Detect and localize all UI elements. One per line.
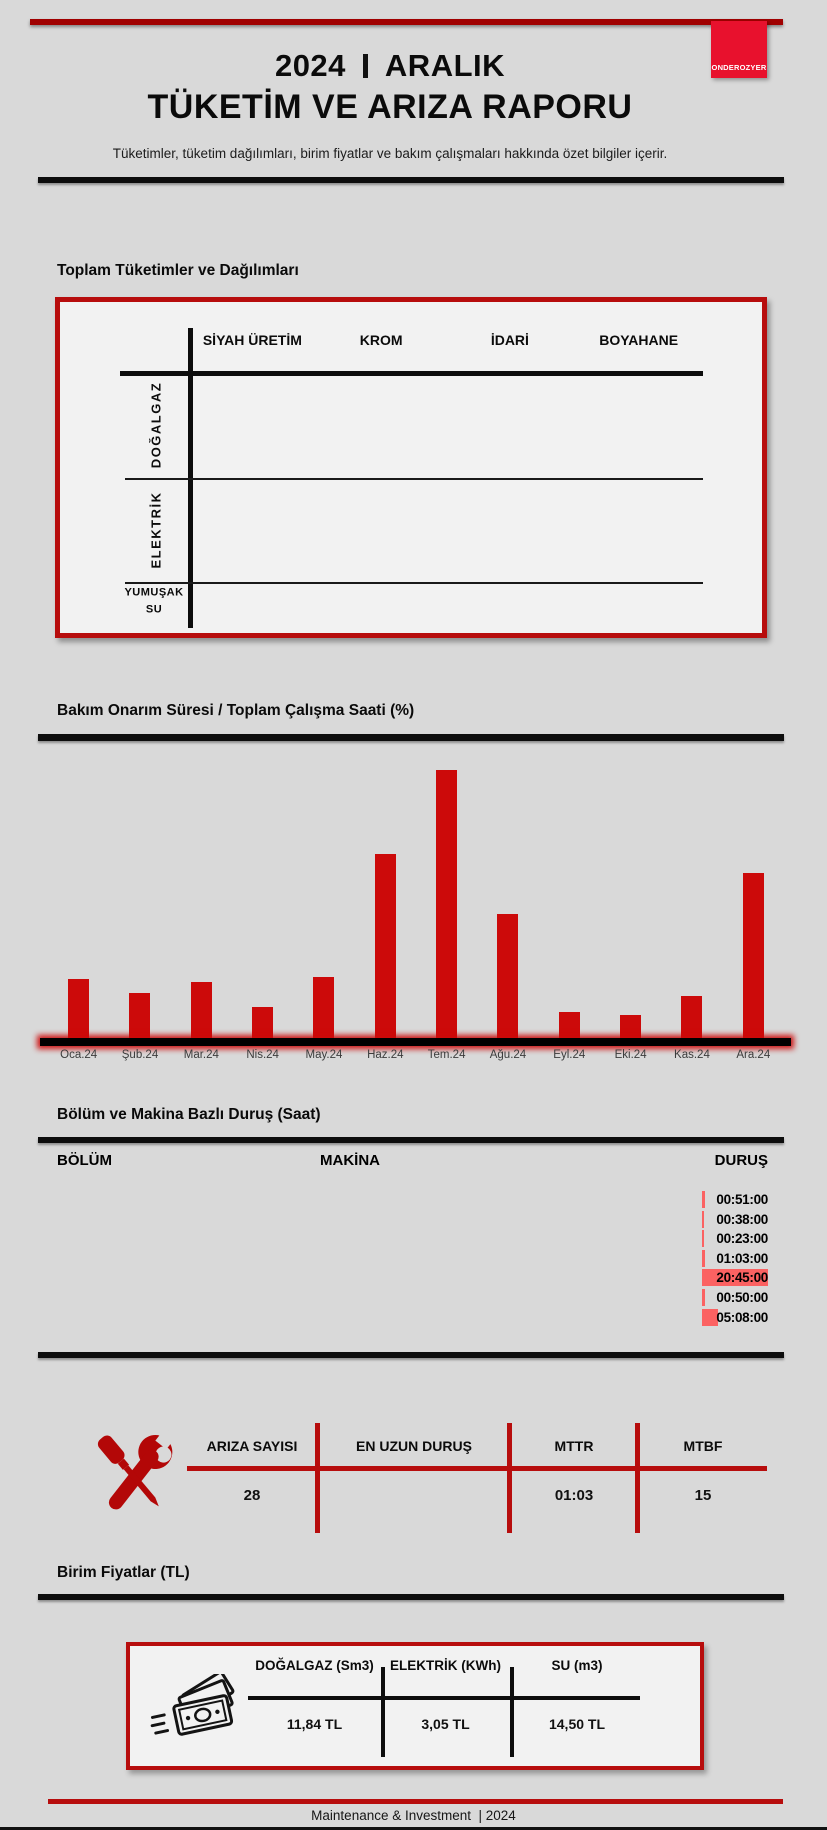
stats-vline-2 [507,1423,512,1533]
price-vline-1 [381,1667,385,1757]
page-subtitle: Tüketimler, tüketim dağılımları, birim fiyatlar ve bakım çalışmaları hakkında özet bilgiler içerir. [112,146,668,161]
price-value-1: 3,05 TL [421,1716,470,1732]
consumption-column-header-1: KROM [359,332,403,348]
downtime-time-3: 01:03:00 [716,1250,768,1266]
price-labels [248,1658,644,1673]
consumption-row-divider-1 [125,478,703,480]
chart-month-label-Ağu.24: Ağu.24 [489,1049,527,1061]
downtime-time-5: 00:50:00 [716,1289,768,1305]
consumption-column-header-3: BOYAHANE [599,332,679,348]
title-month: ARALIK [384,48,506,83]
row-label-dogalgaz: DOĞALGAZ [148,381,164,469]
price-label-1: ELEKTRİK (KWh) [390,1658,501,1673]
prices-heading-divider [38,1594,784,1600]
chart-heading-divider [38,734,784,741]
stat-value-1 [318,1487,510,1504]
report-period-title [0,48,780,84]
price-value-2: 14,50 TL [548,1716,606,1732]
tools-icon [90,1420,180,1535]
stats-values [186,1487,768,1504]
price-label-0: DOĞALGAZ (Sm3) [255,1658,374,1673]
downtime-section-heading: Bölüm ve Makina Bazlı Duruş (Saat) [57,1106,321,1123]
stats-horizontal-line [187,1466,767,1471]
downtime-time-2: 00:23:00 [716,1231,768,1247]
downtime-row-4 [702,1269,768,1286]
chart-baseline [40,1038,791,1046]
chart-bar-slot-Eki.24 [600,758,661,1042]
chart-bar-slot-Nis.24 [232,758,293,1042]
chart-month-label-Oca.24: Oca.24 [60,1049,98,1061]
consumption-column-header-0: SİYAH ÜRETİM [202,332,302,348]
downtime-row-2 [702,1230,768,1247]
stat-label-0: ARIZA SAYISI [206,1438,298,1454]
downtime-column-bolum: BÖLÜM [57,1152,112,1169]
downtime-column-makina: MAKİNA [320,1152,380,1169]
chart-bar-slot-Ağu.24 [477,758,538,1042]
chart-month-label-May.24: May.24 [305,1049,343,1061]
header-divider [38,177,784,183]
downtime-row-1 [702,1211,768,1228]
chart-bar-slot-Oca.24 [48,758,109,1042]
downtime-rows [702,1191,768,1326]
stat-label-2: MTTR [554,1438,594,1454]
price-vline-2 [510,1667,514,1757]
stats-labels [186,1438,768,1454]
downtime-row-6 [702,1309,768,1326]
downtime-column-durus: DURUŞ [714,1152,768,1169]
price-value-0: 11,84 TL [286,1716,343,1732]
chart-bar-Ara.24 [743,873,764,1042]
downtime-row-3 [702,1250,768,1267]
top-accent-line [30,19,783,25]
row-label-yumusak-su: YUMUŞAK SU [124,586,184,615]
maintenance-bar-chart [48,758,784,1042]
downtime-bottom-divider [38,1352,784,1358]
chart-month-label-Eki.24: Eki.24 [614,1049,647,1061]
chart-bar-slot-Kas.24 [661,758,722,1042]
downtime-time-4: 20:45:00 [716,1270,768,1286]
downtime-row-5 [702,1289,768,1306]
chart-bar-slot-Haz.24 [355,758,416,1042]
chart-month-label-Mar.24: Mar.24 [183,1049,219,1061]
unit-prices-box [126,1642,704,1770]
price-label-2: SU (m3) [551,1658,603,1673]
chart-bar-slot-Ara.24 [723,758,784,1042]
footer-text: Maintenance & Investment | 2024 [311,1808,516,1823]
consumption-column-header-2: İDARİ [490,332,529,348]
chart-bar-Ağu.24 [497,914,518,1042]
money-icon [150,1674,242,1742]
chart-month-label-Şub.24: Şub.24 [121,1049,159,1061]
stat-label-3: MTBF [683,1438,723,1454]
chart-month-labels [48,1049,784,1061]
consumption-row-divider-2 [125,582,703,584]
stats-vline-3 [635,1423,640,1533]
chart-bar-May.24 [313,977,334,1042]
downtime-time-0: 00:51:00 [716,1192,768,1207]
chart-month-label-Kas.24: Kas.24 [674,1049,710,1061]
consumption-column-headers [188,332,703,348]
chart-month-label-Haz.24: Haz.24 [367,1049,404,1061]
chart-bar-slot-May.24 [293,758,354,1042]
chart-bar-Mar.24 [191,982,212,1042]
chart-month-label-Nis.24: Nis.24 [246,1049,279,1061]
footer-accent-line [48,1799,783,1804]
chart-month-label-Tem.24: Tem.24 [427,1049,466,1061]
chart-bar-Haz.24 [375,854,396,1042]
chart-bar-Şub.24 [129,993,150,1042]
brand-ribbon-label: ONDEROZYER [711,63,767,72]
stats-vline-1 [315,1423,320,1533]
chart-bar-slot-Eyl.24 [539,758,600,1042]
chart-section-heading: Bakım Onarım Süresi / Toplam Çalışma Saati (%) [57,702,415,719]
downtime-time-6: 05:08:00 [716,1309,768,1325]
chart-month-label-Ara.24: Ara.24 [736,1049,771,1061]
downtime-time-1: 00:38:00 [716,1211,768,1227]
title-year: 2024 [274,48,346,83]
stat-value-0: 28 [243,1487,261,1504]
consumption-section-heading: Toplam Tüketimler ve Dağılımları [57,262,299,279]
stat-value-3: 15 [694,1487,712,1504]
chart-bar-slot-Şub.24 [109,758,170,1042]
chart-bar-Oca.24 [68,979,89,1042]
consumption-table [55,297,767,638]
chart-bar-slot-Tem.24 [416,758,477,1042]
row-label-elektrik: ELEKTRİK [148,491,164,569]
downtime-heading-divider [38,1137,784,1143]
chart-bar-Nis.24 [252,1007,273,1042]
prices-section-heading: Birim Fiyatlar (TL) [57,1564,190,1581]
chart-bar-slot-Mar.24 [171,758,232,1042]
title-separator-bar [363,54,368,78]
chart-bar-Tem.24 [436,770,457,1042]
downtime-row-0 [702,1191,768,1208]
stat-value-2: 01:03 [554,1487,594,1504]
consumption-header-underline [120,371,703,376]
chart-month-label-Eyl.24: Eyl.24 [553,1049,586,1061]
stat-label-1: EN UZUN DURUŞ [356,1438,472,1454]
price-values [248,1716,644,1732]
page-title: TÜKETİM VE ARIZA RAPORU [147,88,633,126]
chart-bar-Kas.24 [681,996,702,1042]
price-horizontal-line [248,1696,640,1700]
